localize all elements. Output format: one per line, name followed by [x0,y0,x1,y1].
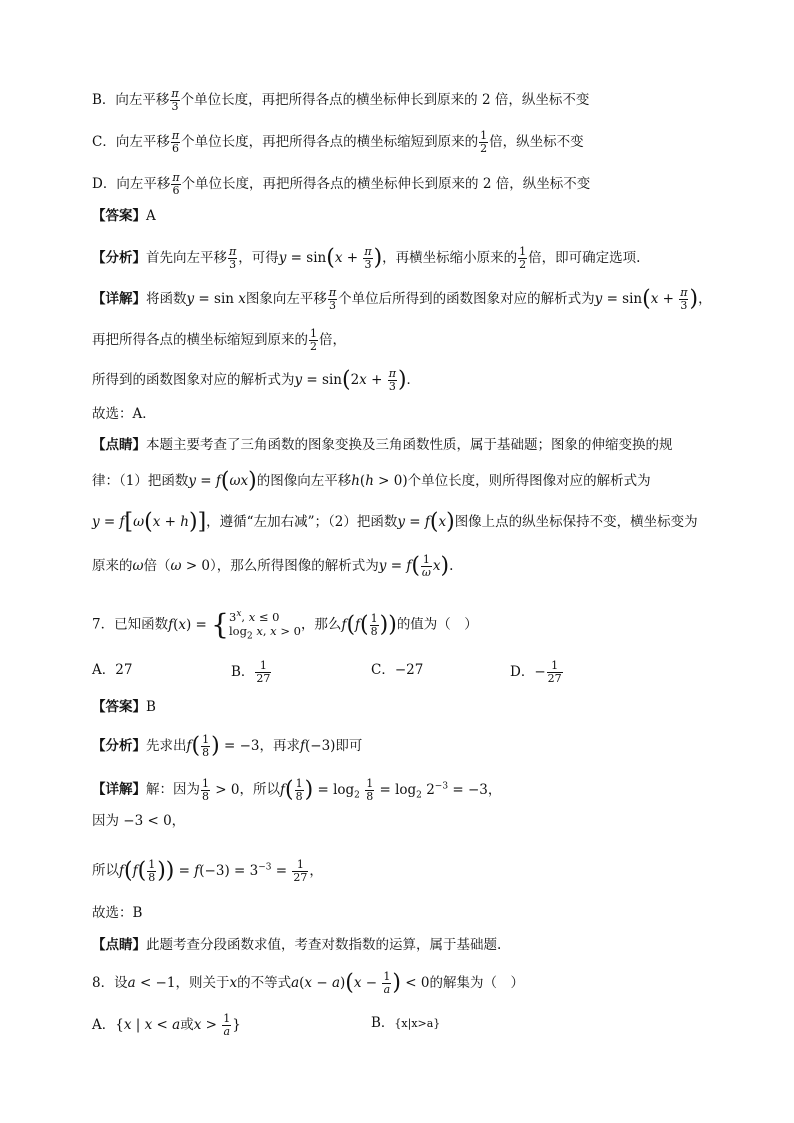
formula: f(x) = { 3$^x$, x ≤ 0 $\log_2 x$, x > 0 [168,608,301,642]
formula: y = f( $\frac{1}{\omega}$ x). [378,553,454,579]
q8-stem: 8．设a < −1，则关于x的不等式a(x − a)(x − $\frac{1}{a}$ ) < 0的解集为（ ） [92,970,524,996]
formula: x > $\frac{1}{a}$ } [193,1012,241,1038]
fraction: $\frac{\pi}{3}$ [171,87,179,113]
q6-comment-line3: y = f[ω(x + h)]，遵循“左加右减”；（2）把函数y = f(x)图像上点的纵坐标保持不变，横坐标变为 [92,509,698,535]
q7-detail: 【详解】解：因为 $\frac{1}{8}$ > 0，所以f( $\frac{1}{8}$ ) = $\log_2$ $\frac{1}{8}$ = $\log_2 2^{-3} = -3$， [92,776,502,803]
q6-choose: 故选：A． [92,406,156,422]
q6-analysis: 【分析】首先向左平移 $\frac{\pi}{3}$ ，可得y = sin(x + $\frac{\pi}{3}$ )，再横坐标缩小原来的 $\frac{1}{2}$ 倍，即可确定选项. [92,245,641,271]
q6-option-c: C．向左平移 $\frac{\pi}{6}$ 个单位长度，再把所得各点的横坐标缩短到原来的 $\frac{1}{2}$ 倍，纵坐标不变 [92,129,584,155]
formula: h(h > 0) [351,473,408,489]
q6-comment-line4: 原来的ω倍（ω > 0），那么所得图像的解析式为y = f( $\frac{1}{\omega}$ x). [92,553,454,579]
q7-detail-line3: 所以f(f( $\frac{1}{8}$ )) = $f(-3) = 3^{-3}$ = $\frac{1}{27}$ ， [92,857,323,884]
formula: f(f( $\frac{1}{8}$ )) = $f(-3) = 3^{-3}$ = $\frac{1}{27}$ ， [119,857,323,884]
formula: a(x − a)(x − $\frac{1}{a}$ ) < 0 [291,970,430,996]
q6-detail-line2: 再把所得各点的横坐标缩短到原来的 $\frac{1}{2}$ 倍， [92,327,346,353]
formula: f(−3) [299,738,336,754]
q7-option-b: B． $\frac{1}{27}$ [231,659,271,685]
formula: y = sin x [186,291,246,307]
formula: $\frac{1}{8}$ > 0 [202,776,240,803]
q6-detail-line3: 所得到的函数图象对应的解析式为y = sin(2x + $\frac{\pi}{3}$ )． [92,367,421,393]
fraction: $\frac{\pi}{6}$ [172,171,180,197]
fraction: $\frac{\pi}{6}$ [171,129,180,155]
q6-detail: 【详解】将函数y = sin x图象向左平移 $\frac{\pi}{3}$ 个单位后所得到的函数图象对应的解析式为y = sin(x + $\frac{\pi}{3}$ )， [92,286,712,312]
formula: y = sin(x + $\frac{\pi}{3}$ ) [278,245,383,271]
q6-option-d: D．向左平移 $\frac{\pi}{6}$ 个单位长度，再把所得各点的横坐标伸长到原来的 2 倍，纵坐标不变 [92,171,591,197]
formula: y = f(x) [397,509,455,535]
q7-choose: 故选：B [92,905,143,921]
q7-analysis: 【分析】先求出f( $\frac{1}{8}$ ) = −3，再求f(−3)即可 [92,733,363,759]
formula: y = sin(2x + $\frac{\pi}{3}$ )． [294,367,421,393]
q6-comment: 【点睛】本题主要考查了三角函数的图象变换及三角函数性质，属于基础题；图象的伸缩变换的规 [92,437,673,453]
q7-answer: 【答案】B [92,699,156,715]
formula: a < −1 [127,975,176,991]
formula: f( $\frac{1}{8}$ ) = −3 [186,733,260,759]
formula: y = sin(x + $\frac{\pi}{3}$ )， [594,286,712,312]
q8-option-a: A．{x | x < a或x > $\frac{1}{a}$ } [92,1012,241,1038]
formula: y = f[ω(x + h)] [92,509,207,535]
q6-option-b: B．向左平移 $\frac{\pi}{3}$ 个单位长度，再把所得各点的横坐标伸长到原来的 2 倍，纵坐标不变 [92,87,590,113]
formula: f( $\frac{1}{8}$ ) = $\log_2$ $\frac{1}{8}$ = $\log_2 2^{-3} = -3$， [279,776,502,803]
fraction: $\frac{1}{2}$ [480,129,488,155]
q7-option-a: A．27 [92,662,133,678]
q7-stem: 7．已知函数f(x) = { 3$^x$, x ≤ 0 $\log_2 x$, x > 0 ，那么f(f( $\frac{1}{8}$ ))的值为（ ） [92,608,478,642]
q8-option-b: B．{x|x>a} [371,1015,441,1031]
q7-comment: 【点睛】此题考查分段函数求值，考查对数指数的运算，属于基础题. [92,937,502,953]
formula: y = f(ωx) [188,468,257,494]
q6-answer: 【答案】A [92,208,156,224]
q7-detail-line2: 因为 −3 < 0， [92,813,186,829]
q7-option-d: D．− $\frac{1}{27}$ [510,659,562,685]
q6-comment-line2: 律：（1）把函数y = f(ωx)的图像向左平移h(h > 0)个单位长度，则所得图像对应的解析式为 [92,468,651,494]
formula: {x | x < a [115,1017,181,1033]
formula: f(f( $\frac{1}{8}$ )) [341,611,397,638]
q7-option-c: C．−27 [371,662,424,678]
